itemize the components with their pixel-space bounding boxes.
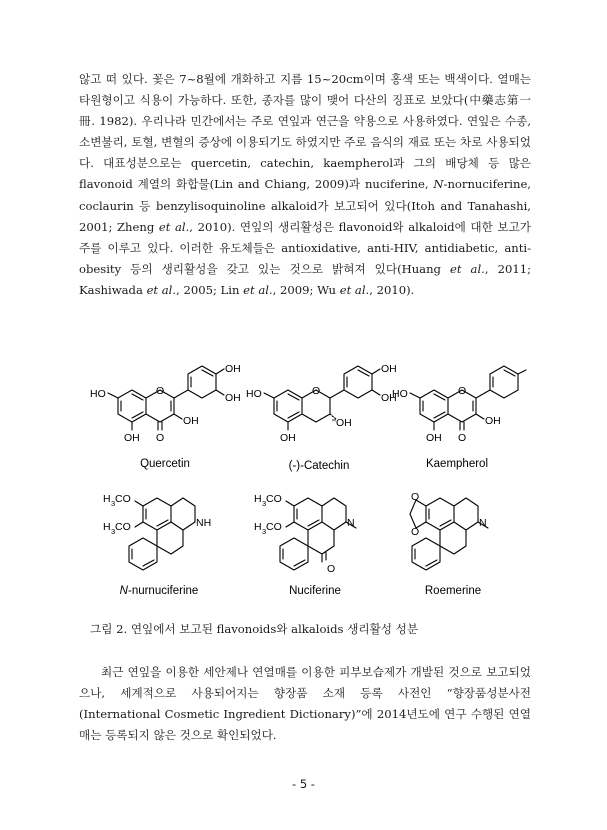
svg-text:O: O	[327, 563, 336, 575]
svg-text:OH: OH	[225, 392, 241, 404]
body-paragraph-1: 않고 떠 있다. 꽃은 7~8월에 개화하고 지름 15~20cm이며 홍색 또는 백색이다. 열매는 타원형이고 식용이 가능하다. 또한, 종자를 많이 맺어 다산의 징표로 보았다(中藥志第一冊. 1982). 우리나라 민간에서는 주로 연잎과 연근을 약용으로 사용하였다. 연잎은 수종, 소변불리, 토혈, 변혈의 증상에 이용되기도 하였지만 주로 음식의 재료 또는 차로 사용되었다. 대표성분으로는 quercetin, catechin, kaempherol과 그의 배당체 등 많은 flavonoid 계열의 화합물(Lin and Chiang, 2009)과 nuciferine, N-nornuciferine, coclaurin 등 benzylisoquinoline alkaloid가 보고되어 있다(Itoh and Tanahashi, 2001; Zheng et al., 2010). 연잎의 생리활성은 flavonoid와 alkaloid에 대한 보고가 주를 이루고 있다. 이러한 유도체들은 antioxidative, anti-HIV, antidiabetic, anti-obesity 등의 생리활성을 갖고 있는 것으로 밝혀져 있다(Huang et al., 2011; Kashiwada et al., 2005; Lin et al., 2009; Wu et al., 2010).	[79, 72, 531, 297]
compound-label-nornuciferine: N-nurnuciferine	[119, 585, 199, 597]
svg-text:H: H	[254, 521, 262, 533]
svg-text:H: H	[103, 521, 111, 533]
svg-text:CO: CO	[266, 493, 282, 505]
quercetin-structure	[84, 363, 241, 459]
svg-text:3: 3	[111, 527, 116, 536]
svg-text:H: H	[103, 493, 111, 505]
svg-text:3: 3	[111, 499, 116, 508]
svg-text:O: O	[156, 432, 165, 444]
nornuciferine-structure	[99, 488, 239, 587]
chemical-structures-figure	[84, 363, 532, 622]
svg-text:O: O	[156, 385, 165, 397]
svg-text:NH: NH	[196, 517, 212, 529]
svg-text:OH: OH	[183, 415, 199, 427]
roemerine-structure	[396, 488, 536, 587]
svg-text:O: O	[312, 385, 321, 397]
svg-text:OH: OH	[381, 363, 397, 375]
svg-text:O: O	[411, 491, 420, 503]
page-number: - 5 -	[292, 777, 315, 791]
svg-text:O: O	[458, 432, 467, 444]
compound-label-quercetin: Quercetin	[140, 458, 190, 470]
nuciferine-structure	[250, 488, 390, 587]
svg-text:O: O	[411, 526, 420, 538]
svg-text:3: 3	[262, 527, 267, 536]
svg-text:CO: CO	[115, 521, 131, 533]
catechin-structure	[244, 363, 397, 459]
svg-text:CO: CO	[266, 521, 282, 533]
svg-text:N: N	[347, 517, 355, 529]
compound-label-roemerine: Roemerine	[424, 585, 482, 597]
compound-label-catechin: (-)-Catechin	[288, 460, 350, 472]
svg-text:OH: OH	[225, 363, 241, 375]
svg-text:OH: OH	[381, 392, 397, 404]
svg-text:N: N	[479, 517, 487, 529]
svg-text:HO: HO	[90, 388, 106, 400]
svg-text:3: 3	[262, 499, 267, 508]
kaempherol-structure	[392, 370, 542, 459]
svg-text:O: O	[458, 385, 467, 397]
svg-text:''OH: ''OH	[332, 417, 352, 429]
svg-text:OH: OH	[124, 432, 140, 444]
compound-label-kaempherol: Kaempherol	[425, 458, 488, 470]
svg-text:CO: CO	[115, 493, 131, 505]
compound-label-nuciferine: Nuciferine	[289, 585, 341, 597]
svg-text:OH: OH	[280, 432, 296, 444]
svg-text:H: H	[254, 493, 262, 505]
svg-text:HO: HO	[392, 388, 408, 400]
svg-text:HO: HO	[246, 388, 262, 400]
figure-caption: 그림 2. 연잎에서 보고된 flavonoids와 alkaloids 생리활성 성분	[90, 622, 419, 636]
svg-text:OH: OH	[426, 432, 442, 444]
svg-text:OH: OH	[485, 415, 501, 427]
body-paragraph-2: 최근 연잎을 이용한 세안제나 연열매를 이용한 피부보습제가 개발된 것으로 보고되었으나, 세계적으로 사용되어지는 향장품 소재 등록 사전인 “향장품성분사전(International Cosmetic Ingredient Dictionary)”에 2014년도에 연구 수행된 연열매는 등록되지 않은 것으로 확인되었다.	[79, 665, 531, 743]
